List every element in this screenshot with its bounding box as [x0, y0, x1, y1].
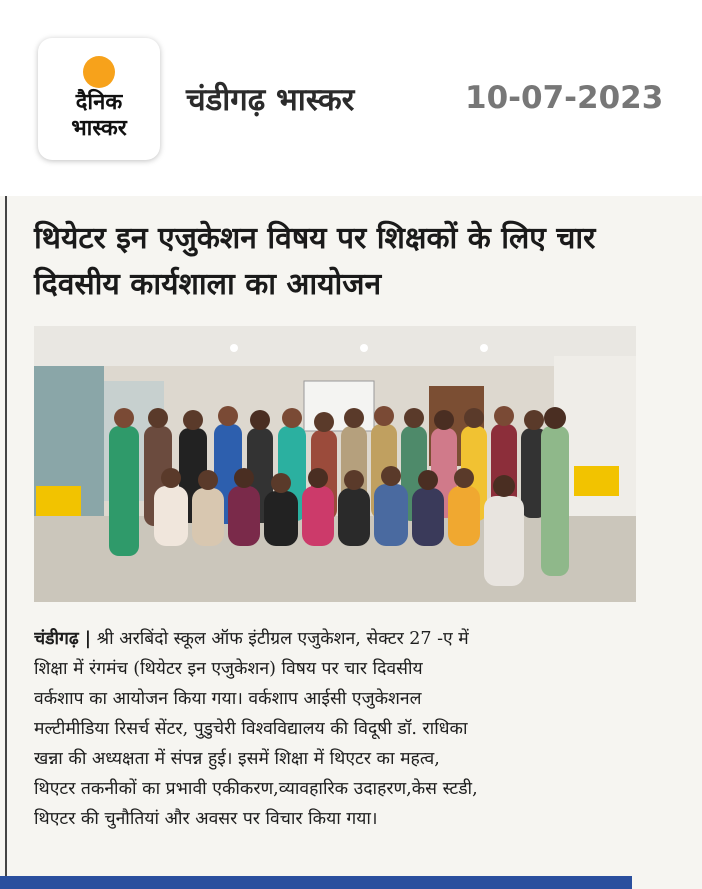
logo-line-1: दैनिक [75, 90, 123, 115]
group-photo [34, 326, 636, 602]
body-line-6: थिएटर तकनीकों का प्रभावी एकीकरण,व्यावहारिक उदाहरण,केस स्टडी, [34, 779, 478, 799]
body-line-3: वर्कशाप का आयोजन किया गया। वर्कशाप आईसी एजुकेशनल [34, 689, 422, 709]
bottom-color-bar [0, 876, 632, 889]
headline-line-1: थियेटर इन एजुकेशन विषय पर शिक्षकों के लिए चार [34, 221, 596, 256]
dateline: चंडीगढ़ | [34, 629, 92, 649]
body-line-2: शिक्षा में रंगमंच (थियेटर इन एजुकेशन) विषय पर चार दिवसीय [34, 659, 423, 679]
article-headline [34, 216, 644, 308]
article-body [34, 624, 634, 834]
body-line-4: मल्टीमीडिया रिसर्च सेंटर, पुडुचेरी विश्वविद्यालय की विदूषी डॉ. राधिका [34, 719, 468, 739]
dainik-bhaskar-logo [38, 38, 160, 160]
body-line-7: थिएटर की चुनौतियां और अवसर पर विचार किया गया। [34, 809, 378, 829]
headline-line-2: दिवसीय कार्यशाला का आयोजन [34, 267, 382, 302]
edition-date: 10-07-2023 [465, 80, 664, 116]
body-line-1 [34, 624, 634, 654]
logo-wordmark [38, 90, 160, 142]
body-line-1-text: श्री अरबिंदो स्कूल ऑफ इंटीग्रल एजुकेशन, सेक्टर 27 -ए में [91, 629, 469, 649]
logo-line-2: भास्कर [71, 116, 127, 141]
edition-name: चंडीगढ़ भास्कर [186, 82, 355, 118]
group-photo-illustration [34, 326, 636, 602]
newspaper-header [0, 0, 702, 185]
body-line-5: खन्ना की अध्यक्षता में संपन्न हुई। इसमें शिक्षा में थिएटर का महत्व, [34, 749, 440, 769]
article-clipping [0, 196, 702, 889]
column-rule [5, 196, 7, 886]
sun-icon [83, 56, 115, 88]
